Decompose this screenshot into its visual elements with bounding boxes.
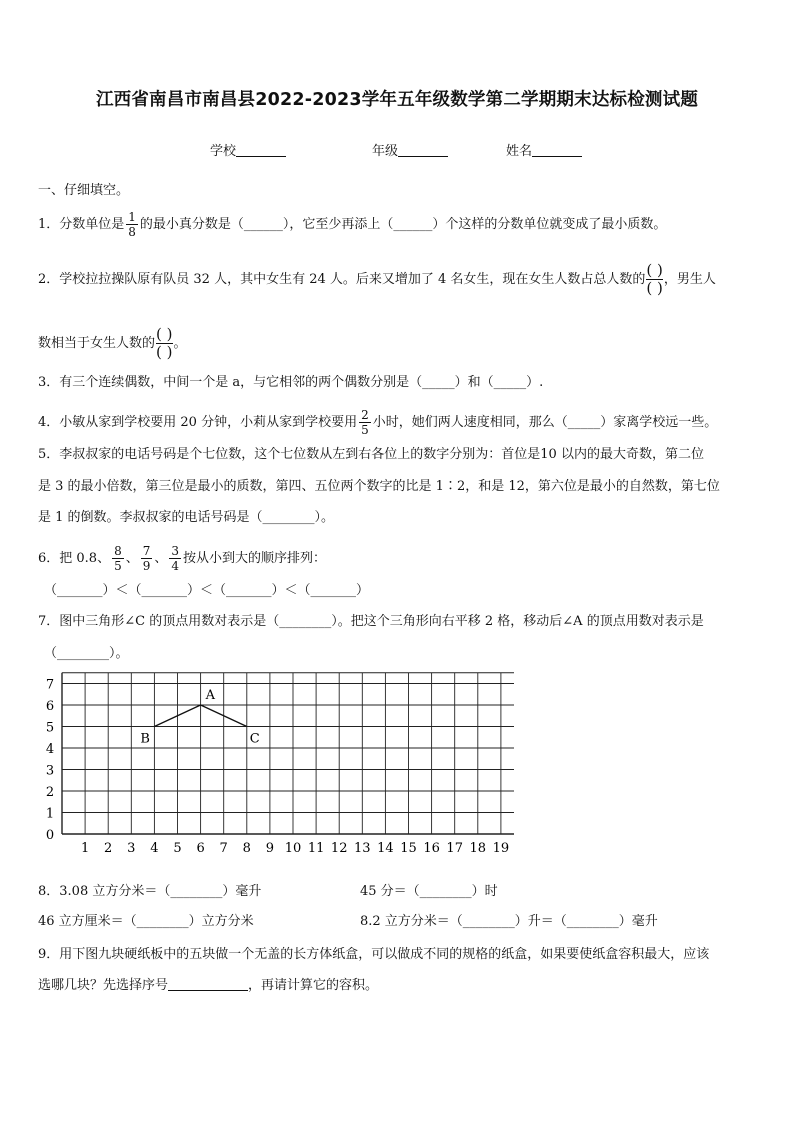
x-tick-label: 12 [330, 841, 348, 856]
x-tick-label: 18 [469, 841, 487, 856]
x-tick-label: 15 [400, 841, 417, 856]
blank-fraction[interactable]: $\frac{( )}{( )}$ [156, 325, 173, 361]
y-tick-label: 3 [45, 763, 55, 779]
x-tick-label: 8 [242, 841, 251, 856]
question-3: 3．有三个连续偶数，中间一个是 a，与它相邻的两个偶数分别是（_____）和（_____）. [38, 375, 544, 390]
y-tick-label: 7 [45, 677, 55, 693]
blank-fraction[interactable]: $\frac{( )}{( )}$ [646, 261, 663, 297]
y-tick-label: 5 [45, 720, 55, 736]
coordinate-grid [34, 672, 514, 862]
question-7-line-2: （________）。 [44, 646, 129, 661]
question-7-line-1: 7．图中三角形∠C 的顶点用数对表示是（________）。把这个三角形向右平移 2 格，移动后∠A 的顶点用数对表示是 [38, 614, 704, 629]
fraction-8-5: $\frac{8}{5}$ [114, 544, 122, 573]
point-label-c: C [249, 731, 260, 747]
y-tick-label: 6 [45, 699, 55, 714]
x-tick-label: 4 [150, 841, 159, 856]
x-tick-label: 5 [173, 841, 182, 856]
school-label: 学校 [210, 144, 237, 159]
question-8-d: 8.2 立方分米＝（________）升＝（________）毫升 [360, 914, 658, 929]
x-tick-label: 2 [104, 841, 113, 856]
section-heading: 一、仔细填空。 [38, 183, 130, 198]
x-tick-label: 16 [423, 841, 440, 856]
question-5-line-1: 5．李叔叔家的电话号码是个七位数，这个七位数从左到右各位上的数字分别为：首位是10 以内的最大奇数，第二位 [38, 447, 704, 462]
x-tick-label: 17 [446, 841, 463, 856]
x-tick-label: 19 [492, 841, 510, 856]
answer-blank[interactable] [168, 976, 248, 991]
point-label-b: B [140, 731, 150, 747]
fraction-3-4: $\frac{3}{4}$ [171, 544, 180, 573]
fraction-7-9: $\frac{7}{9}$ [142, 544, 151, 573]
question-6: 6．把 0.8、 $\frac{8}{5}$ 、 $\frac{7}{9}$ 、 $\frac{3}{4}$ 按从小到大的顺序排列： [38, 544, 327, 573]
question-8-b: 45 分＝（________）时 [360, 884, 498, 899]
point-label-a: A [205, 688, 215, 703]
y-tick-label: 2 [45, 785, 55, 800]
question-9-line-2: 选哪几块？先选择序号 ，再请计算它的容积。 [38, 978, 379, 993]
x-tick-label: 6 [196, 841, 205, 856]
question-2-line-2: 数相当于女生人数的 $\frac{( )}{( )}$ 。 [38, 325, 187, 361]
fraction-1-8: $\frac{1}{8}$ [128, 210, 136, 239]
name-field[interactable] [506, 140, 582, 159]
question-8-a: 8．3.08 立方分米＝（________）毫升 [38, 884, 262, 899]
x-tick-label: 14 [377, 841, 394, 856]
x-tick-label: 7 [219, 841, 228, 856]
question-6-answer: （_______）＜（_______）＜（_______）＜（_______） [44, 583, 370, 598]
name-label: 姓名 [506, 144, 533, 159]
grid-svg [34, 672, 514, 862]
y-tick-label: 4 [45, 742, 55, 757]
school-blank[interactable] [236, 142, 286, 157]
name-blank[interactable] [532, 142, 582, 157]
x-tick-label: 3 [127, 841, 136, 856]
y-tick-label: 0 [45, 828, 55, 843]
question-5-line-2: 是 3 的最小倍数，第三位是最小的质数，第四、五位两个数字的比是 1∶2，和是 12，第六位是最小的自然数，第七位 [38, 479, 720, 494]
grade-field[interactable] [372, 140, 448, 159]
question-4: 4．小敏从家到学校要用 20 分钟，小莉从家到学校要用 $\frac{2}{5}$ 小时，她们两人速度相同，那么（_____）家离学校远一些。 [38, 408, 718, 437]
x-tick-label: 1 [80, 841, 90, 856]
x-tick-label: 11 [307, 841, 325, 856]
x-tick-label: 9 [265, 841, 275, 856]
x-tick-label: 13 [354, 841, 371, 856]
question-1: 1．分数单位是 $\frac{1}{8}$ 的最小真分数是（______），它至少再添上（______）个这样的分数单位就变成了最小质数。 [38, 210, 667, 239]
y-tick-label: 1 [45, 806, 55, 822]
school-field[interactable] [210, 140, 286, 159]
grade-blank[interactable] [398, 142, 448, 157]
question-8-c: 46 立方厘米＝（________）立方分米 [38, 914, 254, 929]
grade-label: 年级 [372, 144, 399, 159]
question-2-line-1: 2．学校拉拉操队原有队员 32 人，其中女生有 24 人。后来又增加了 4 名女生，现在女生人数占总人数的 $\frac{( )}{( )}$ ，男生人 [38, 261, 716, 297]
question-5-line-3: 是 1 的倒数。李叔叔家的电话号码是（________）。 [38, 510, 335, 525]
fraction-2-5: $\frac{2}{5}$ [361, 408, 369, 437]
page-title: 江西省南昌市南昌县2022-2023学年五年级数学第二学期期末达标检测试题 [95, 90, 699, 110]
x-tick-label: 10 [284, 841, 302, 856]
question-9-line-1: 9．用下图九块硬纸板中的五块做一个无盖的长方体纸盒，可以做成不同的规格的纸盒，如果要使纸盒容积最大，应该 [38, 947, 710, 962]
